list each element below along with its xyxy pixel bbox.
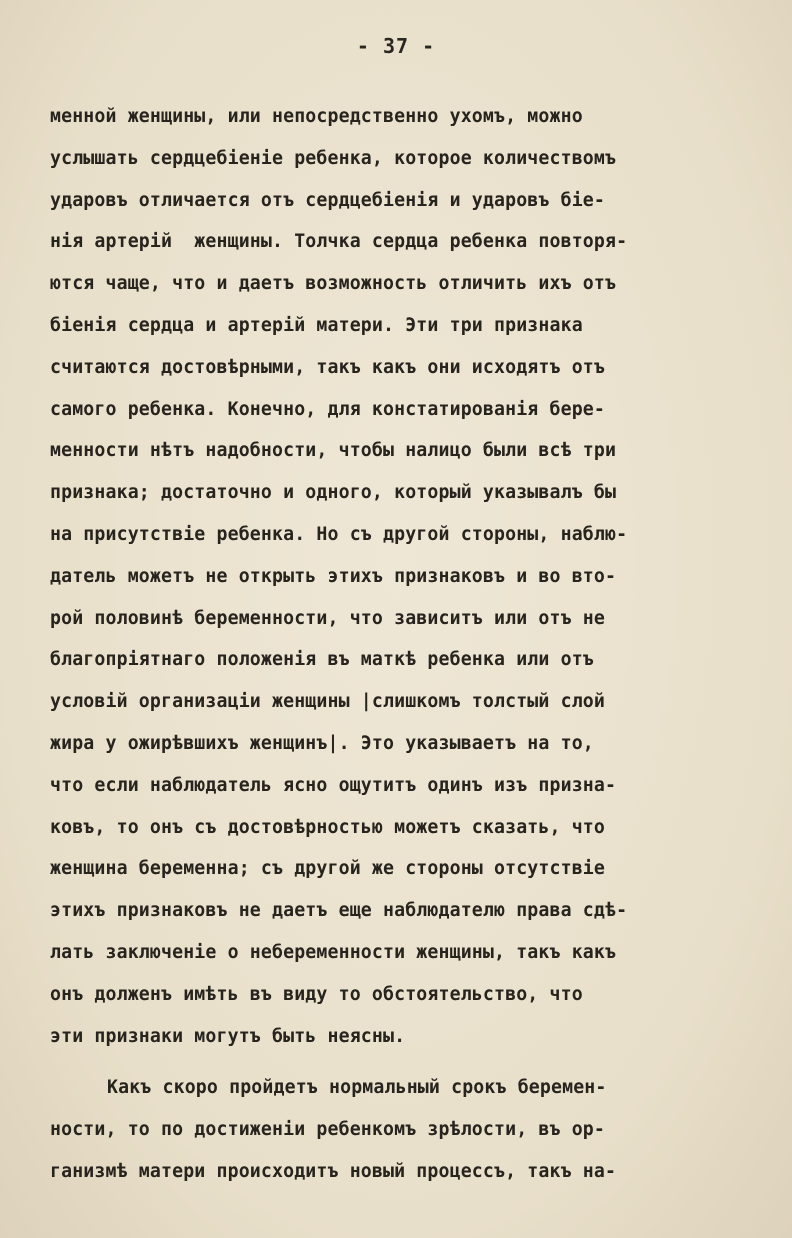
- text-line: менной женщины, или непосредственно ухомъ, можно: [50, 106, 583, 127]
- text-line: что если наблюдатель ясно ощутитъ одинъ изъ призна-: [50, 774, 617, 796]
- text-line: онъ долженъ имѣть въ виду то обстоятельство, что: [50, 983, 583, 1005]
- text-line: этихъ признаковъ не даетъ еще наблюдателю права сдѣ-: [50, 900, 628, 922]
- text-line: ются чаще, что и даетъ возможность отличить ихъ отъ: [50, 273, 617, 295]
- text-line: условій организаціи женщины |слишкомъ толстый слой: [50, 691, 605, 713]
- paragraph-gap: [50, 1057, 750, 1067]
- text-line: ности, то по достиженіи ребенкомъ зрѣлости, въ ор-: [50, 1119, 605, 1141]
- text-line: біенія сердца и артерій матери. Эти три признака: [50, 314, 583, 336]
- text-line: Какъ скоро пройдетъ нормальный срокъ беремен-: [107, 1077, 607, 1099]
- paragraph-2: [50, 1067, 750, 1192]
- text-line: признака; достаточно и одного, который указывалъ бы: [50, 482, 617, 504]
- text-line: считаются достовѣрными, такъ какъ они исходятъ отъ: [50, 356, 605, 378]
- page-number: - 37 -: [356, 34, 436, 58]
- text-line: самого ребенка. Конечно, для констатированія бере-: [50, 398, 605, 420]
- text-line: рой половинѣ беременности, что зависитъ или отъ не: [50, 607, 605, 629]
- text-line: ганизмѣ матери происходитъ новый процессъ, такъ на-: [50, 1160, 617, 1182]
- text-line: эти признаки могутъ быть неясны.: [50, 1025, 406, 1047]
- paragraph-1: [50, 96, 750, 1057]
- text-line: жира у ожирѣвшихъ женщинъ|. Это указываетъ на то,: [50, 732, 594, 754]
- text-line: датель можетъ не открыть этихъ признаковъ и во вто-: [50, 565, 617, 587]
- text-line: лать заключеніе о небеременности женщины, такъ какъ: [50, 941, 617, 963]
- text-line: женщина беременна; съ другой же стороны отсутствіе: [50, 858, 605, 880]
- text-line: нія артерій женщины. Толчка сердца ребенка повторя-: [50, 231, 628, 253]
- text-line: на присутствіе ребенка. Но съ другой стороны, наблю-: [50, 523, 628, 545]
- text-line: менности нѣтъ надобности, чтобы налицо были всѣ три: [50, 440, 617, 462]
- text-line: ковъ, то онъ съ достовѣрностью можетъ сказать, что: [50, 816, 605, 838]
- body-text: [50, 96, 750, 1193]
- text-line: услышать сердцебіеніе ребенка, которое количествомъ: [50, 147, 617, 169]
- text-line: благопріятнаго положенія въ маткѣ ребенка или отъ: [50, 649, 594, 671]
- text-line: ударовъ отличается отъ сердцебіенія и ударовъ біе-: [50, 189, 605, 211]
